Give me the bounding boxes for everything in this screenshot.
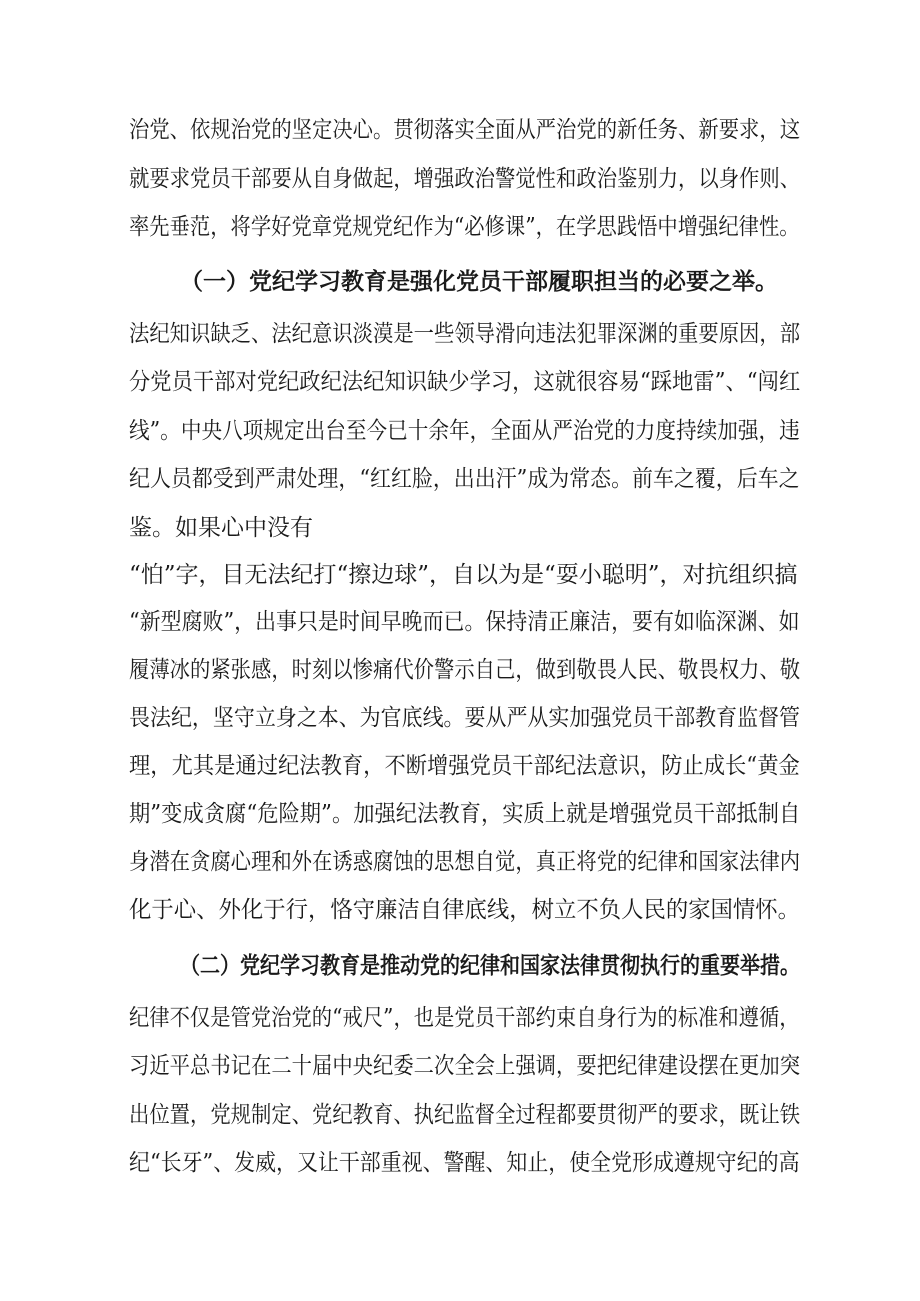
section-heading-1: （一）党纪学习教育是强化党员干部履职担当的必要之举。 (180, 268, 778, 295)
body-line: 分党员干部对党纪政纪法纪知识缺少学习，这就很容易“踩地雷”、“闯红 (129, 369, 801, 395)
body-line: 身潜在贪腐心理和外在诱惑腐蚀的思想自觉，真正将党的纪律和国家法律内 (129, 849, 801, 875)
body-line: 习近平总书记在二十届中央纪委二次全会上强调，要把纪律建设摆在更加突 (129, 1053, 801, 1079)
body-line: 理，尤其是通过纪法教育，不断增强党员干部纪法意识，防止成长“黄金 (129, 753, 800, 779)
body-line: 治党、依规治党的坚定决心。贯彻落实全面从严治党的新任务、新要求，这 (129, 117, 801, 143)
body-line: 法纪知识缺乏、法纪意识淡漠是一些领导滑向违法犯罪深渊的重要原因，部 (129, 321, 801, 347)
body-line: 畏法纪，坚守立身之本、为官底线。要从严从实加强党员干部教育监督管 (129, 705, 801, 731)
body-line: 鉴。如果心中没有 (129, 515, 313, 541)
body-line: 化于心、外化于行，恪守廉洁自律底线，树立不负人民的家国情怀。 (129, 897, 801, 923)
body-line: “新型腐败”，出事只是时间早晚而已。保持清正廉洁，要有如临深渊、如 (129, 609, 800, 635)
body-line: 率先垂范，将学好党章党规党纪作为“必修课”，在学思践悟中增强纪律性。 (129, 214, 800, 240)
section-heading-2: （二）党纪学习教育是推动党的纪律和国家法律贯彻执行的重要举措。 (180, 952, 801, 979)
body-line: 纪“长牙”、发威，又让干部重视、警醒、知止，使全党形成遵规守纪的高 (129, 1150, 800, 1176)
body-line: 就要求党员干部要从自身做起，增强政治警觉性和政治鉴别力，以身作则、 (129, 166, 801, 192)
body-line: 期”变成贪腐“危险期”。加强纪法教育，实质上就是增强党员干部抵制自 (129, 801, 801, 827)
body-line: 出位置，党规制定、党纪教育、执纪监督全过程都要贯彻严的要求，既让铁 (129, 1102, 801, 1128)
body-line: 纪人员都受到严肃处理，“红红脸，出出汗”成为常态。前车之覆，后车之 (129, 466, 800, 492)
body-line: “怕”字，目无法纪打“擦边球”，自以为是“耍小聪明”，对抗组织搞 (129, 562, 798, 588)
body-line: 线”。中央八项规定出台至今已十余年，全面从严治党的力度持续加强，违 (129, 418, 800, 444)
body-line: 履薄冰的紧张感，时刻以惨痛代价警示自己，做到敬畏人民、敬畏权力、敬 (129, 657, 801, 683)
body-line: 纪律不仅是管党治党的“戒尺”，也是党员干部约束自身行为的标准和遵循， (129, 1005, 800, 1031)
